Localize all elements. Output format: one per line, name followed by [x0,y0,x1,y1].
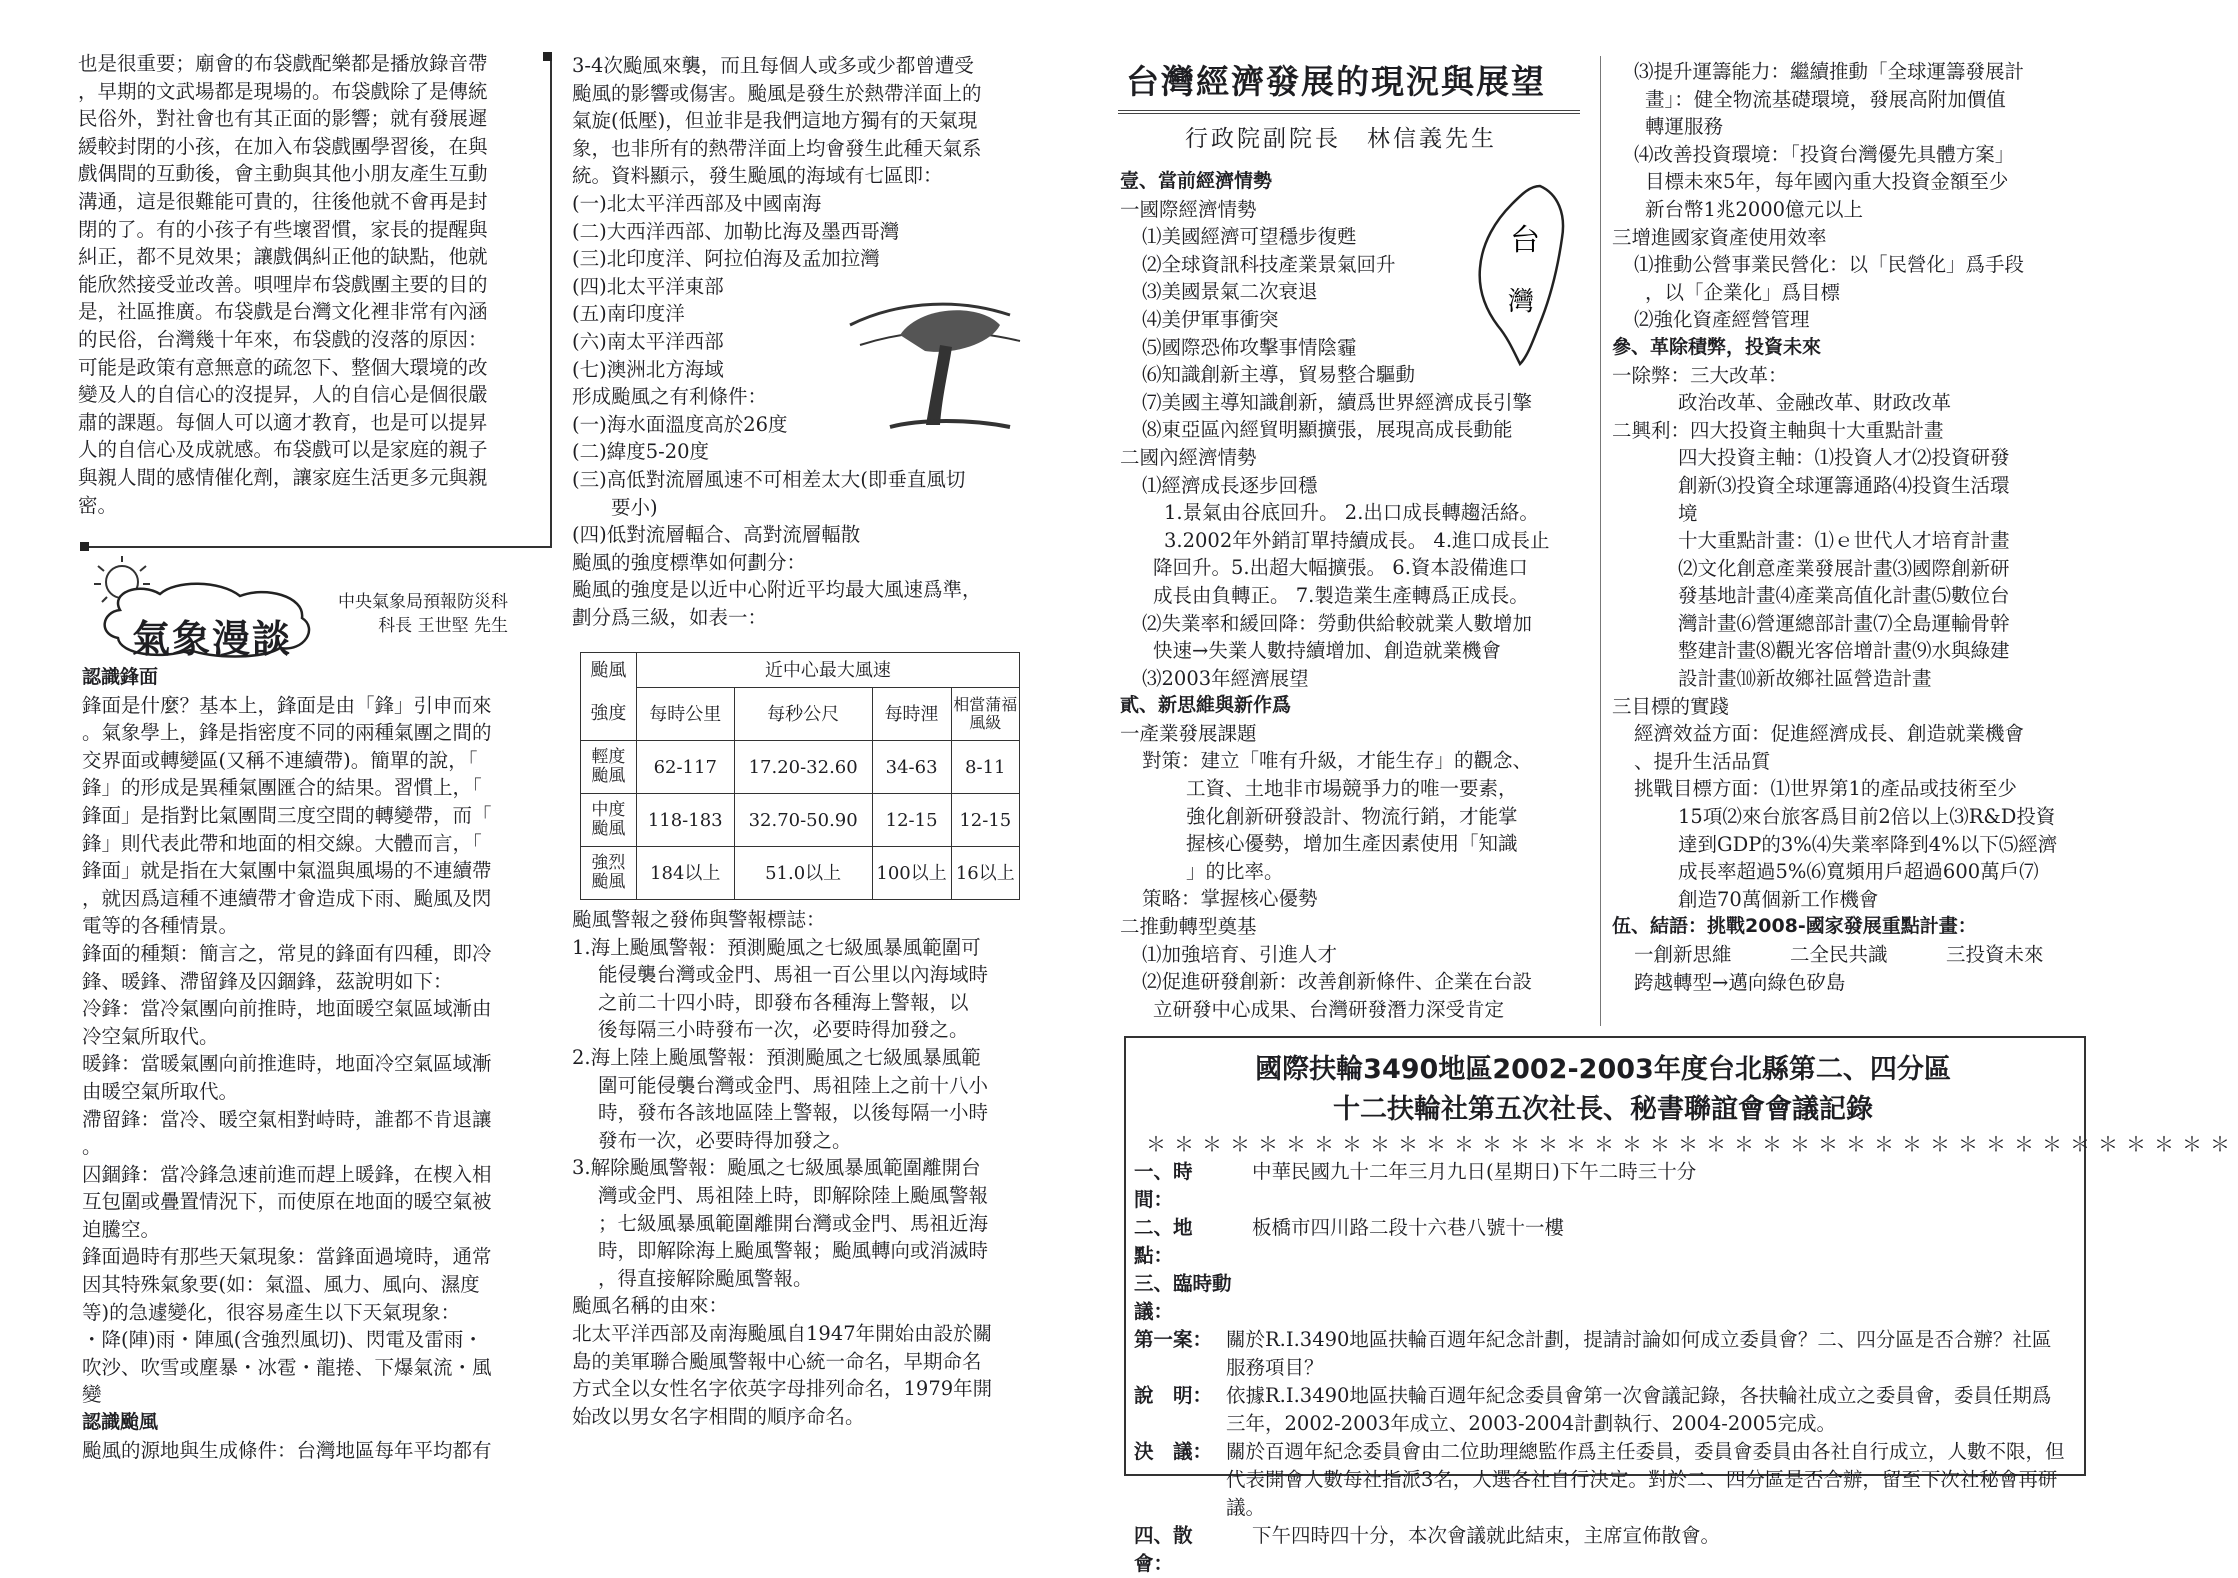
text-line: 發基地計畫⑷產業高值化計畫⑸數位台 [1678,584,2010,608]
meeting-row [1134,1158,2070,1214]
section-heading: 壹、當前經濟情勢 [1120,170,1273,192]
weather-article-col1 [82,664,552,1464]
text-line: ，就因爲這種不連續帶才會造成下雨、颱風及閃 [82,886,492,910]
text-line: 立研發中心成果、台灣研發潛力深受肯定 [1153,997,1505,1021]
text-line: ⑵文化創意產業發展計畫⑶國際創新研 [1678,556,2010,580]
text-line: 密。 [78,493,118,517]
text-line: 鋒面」是指對比氣團間三度空間的轉變帶，而「 [82,803,492,827]
meeting-row-text: 關於R.I.3490地區扶輪百週年紀念計劃，提請討論如何成立委員會？二、四分區是否合辦？社區服務項目？ [1226,1328,2052,1379]
text-line: 形成颱風之有利條件： [572,385,768,409]
text-line: 電等的各種情景。 [82,914,239,938]
text-line: 鋒面的種類：簡言之，常見的鋒面有四種，即冷 [82,941,492,965]
text-line: 2.海上陸上颱風警報：預測颱風之七級風暴風範 [572,1045,981,1069]
text-line: ⑹知識創新主導，貿易整合驅動 [1142,363,1416,387]
meeting-row-label: 決 議： [1134,1440,1213,1463]
section-heading: 參、革除積弊，投資未來 [1612,335,1822,358]
text-line: ⑴推動公營事業民營化：以「民營化」爲手段 [1634,253,2025,277]
meeting-content [1134,1158,2070,1578]
text-line: 創新⑶投資全球運籌通路⑷投資生活環 [1678,473,2010,497]
text-line: 發布一次，必要時得加發之。 [598,1128,852,1152]
meeting-row-text: 中華民國九十二年三月九日(星期日)下午二時三十分 [1252,1160,1697,1183]
text-line: 。氣象學上，鋒是指密度不同的兩種氣團之間的 [82,721,492,745]
text-line: ⑴經濟成長逐步回穩 [1142,473,1318,497]
meeting-row-label: 第一案： [1134,1328,1213,1351]
text-line: ⑵強化資產經營管理 [1634,308,1810,332]
section-heading: 貳、新思維與新作爲 [1120,694,1292,717]
text-line: (二)大西洋西部、加勒比海及墨西哥灣 [572,219,900,243]
star-divider: ＊＊＊＊＊＊＊＊＊＊＊＊＊＊＊＊＊＊＊＊＊＊＊＊＊＊＊＊＊＊＊＊＊＊＊＊＊＊＊ [1146,1132,2238,1156]
meeting-row-text: 關於百週年紀念委員會由二位助理總監作爲主任委員，委員會委員由各社自行成立，人數不限，但代表開會人數每社指派3名，人選各社自行決定。對於二、四分區是否合辦，留至下次社秘會再研議。 [1226,1440,2065,1519]
text-line: 」的比率。 [1186,859,1284,883]
text-line: ・降(陣)雨・陣風(含強烈風切)、閃電及雷雨・ [82,1328,483,1352]
economy-article-col1 [1120,168,1590,1023]
text-line: 快速→失業人數持續增加、創造就業機會 [1153,639,1501,663]
corner-square [80,542,89,551]
text-line: 整建計畫⑻觀光客倍增計畫⑼水與綠建 [1678,639,2010,663]
text-line: 閉的了。有的小孩子有些壞習慣，家長的提醒與 [78,217,488,241]
text-line: (四)北太平洋東部 [572,274,724,298]
text-line: ⑵全球資訊科技產業景氣回升 [1142,252,1396,276]
text-line: 颱風的強度標準如何劃分： [572,550,807,574]
meeting-row [1134,1270,2070,1326]
table-cell: 51.0以上 [734,847,872,900]
text-line: 三增進國家資產使用效率 [1612,225,1827,249]
meeting-row-text [1252,1270,2070,1326]
puppet-article-continued [78,50,548,519]
text-line: ⑶美國景氣二次衰退 [1142,280,1318,304]
table-cell: 12-15 [951,794,1019,847]
text-line: (二)緯度5-20度 [572,440,710,464]
text-line: 四大投資主軸：⑴投資人才⑵投資研發 [1678,446,2010,470]
corner-bottom: 強度 [581,688,637,741]
text-line: ⑷美伊軍事衝突 [1142,307,1279,331]
text-line: 轉運服務 [1645,115,1724,139]
col-header: 每時公里 [636,688,734,741]
meeting-row-text: 依據R.I.3490地區扶輪百週年紀念委員會第一次會議記錄，各扶輪社成立之委員會，委員任期爲三年，2002-2003年成立、2003-2004計劃執行、2004-2005完成。 [1226,1384,2052,1435]
text-line: ，早期的文武場都是現場的。布袋戲除了是傳統 [78,79,488,103]
text-line: 變及人的自信心的沒提昇，人的自信心是個很嚴 [78,383,488,407]
text-line: 與親人間的感情催化劑，讓家庭生活更多元與親 [78,465,488,489]
text-line: 15項⑵來台旅客爲目前2倍以上⑶R&D投資 [1678,805,2056,829]
meeting-row [1134,1438,2070,1522]
text-line: ⑻東亞區內經貿明顯擴張，展現高成長動能 [1142,418,1513,442]
text-line: ⑵失業率和緩回降：勞動供給較就業人數增加 [1142,611,1533,635]
text-line: 灣或金門、馬祖陸上時，即解除陸上颱風警報 [598,1183,989,1207]
row-header: 強烈颱風 [581,847,637,900]
text-line: 二推動轉型奠基 [1120,915,1257,939]
text-line: 時，即解除海上颱風警報；颱風轉向或消滅時 [598,1239,989,1263]
text-line: 設計畫⑽新故鄉社區營造計畫 [1678,667,1932,691]
table-cell: 184以上 [636,847,734,900]
section-divider [84,546,552,548]
text-line: 的民俗，台灣幾十年來，布袋戲的沒落的原因： [78,327,488,351]
text-line: (六)南太平洋西部 [572,329,724,353]
section-heading: 伍、結語：挑戰2008-國家發展重點計畫： [1612,915,1977,938]
table-cell: 16以上 [951,847,1019,900]
table-cell: 8-11 [951,741,1019,794]
text-line: 強化創新研發設計、物流行銷，才能掌 [1186,804,1518,828]
text-line: ；七級風暴風範圍離開台灣或金門、馬祖近海 [598,1211,989,1235]
text-line: 經濟效益方面：促進經濟成長、創造就業機會 [1634,722,2025,746]
text-line: 冷鋒：當冷氣團向前推時，地面暖空氣區域漸由 [82,997,492,1021]
text-line: 畫」：健全物流基礎環境，發展高附加價值 [1645,87,2006,111]
meeting-row-text: 板橋市四川路二段十六巷八號十一樓 [1252,1216,1565,1239]
table-cell: 12-15 [872,794,951,847]
wind-tree-icon [830,285,1030,435]
col-header: 每秒公尺 [734,688,872,741]
meeting-row-label: 四、散 會： [1134,1524,1232,1575]
text-line: 始改以男女名字相間的順序命名。 [572,1404,865,1428]
text-line: 三目標的實踐 [1612,694,1730,718]
text-line: 、提升生活品質 [1634,749,1771,773]
text-line: 策略：掌握核心優勢 [1142,887,1318,911]
text-line: (三)北印度洋、阿拉伯海及孟加拉灣 [572,247,880,271]
column-divider [1600,56,1601,1026]
text-line: 3.2002年外銷訂單持續成長。 4.進口成長止 [1164,528,1550,552]
table-cell: 62-117 [636,741,734,794]
weather-author [338,590,508,638]
group-header: 近中心最大風速 [636,653,1019,688]
map-label: 灣 [1508,287,1535,317]
text-line: 工資、土地非市場競爭力的唯一要素， [1186,777,1518,801]
text-line: 後每隔三小時發布一次，必要時得加發之。 [598,1018,969,1042]
text-line: 戲偶間的互動後，會主動與其他小朋友產生互動 [78,162,488,186]
text-line: 冷空氣所取代。 [82,1024,219,1048]
text-line: 握核心優勢，增加生產因素使用「知識 [1186,832,1518,856]
typhoon-article-bottom [572,906,1052,1430]
text-line: 挑戰目標方面：⑴世界第1的產品或技術至少 [1634,777,2017,801]
text-line: 1.海上颱風警報：預測颱風之七級風暴風範圍可 [572,935,981,959]
text-line: (四)低對流層輻合、高對流層輻散 [572,523,861,547]
text-line: ⑵促進研發創新：改善創新條件、企業在台設 [1142,970,1533,994]
meeting-row-label: 一、時 間： [1134,1160,1232,1211]
text-line: 吹沙、吹雪或塵暴・冰雹・龍捲、下爆氣流・風 [82,1355,492,1379]
text-line: ⑶提升運籌能力：繼續推動「全球運籌發展計 [1634,60,2025,83]
text-line: 能欣然接受並改善。唄哩岸布袋戲團主要的目的 [78,272,488,296]
text-line: 跨越轉型→邁向綠色矽島 [1634,970,1846,994]
text-line: ⑴美國經濟可望穩步復甦 [1142,225,1357,249]
text-line: 人的自信心及成就感。布袋戲可以是家庭的親子 [78,438,488,462]
text-line: 滯留鋒：當冷、暖空氣相對峙時，誰都不肯退讓 [82,1107,492,1131]
text-line: 方式全以女性名字依英字母排列命名，1979年開 [572,1377,993,1401]
meeting-row [1134,1214,2070,1270]
text-line: 溝通，這是很難能可貴的，往後他就不會再是封 [78,189,488,213]
text-line: 鋒面是什麼？基本上，鋒面是由「鋒」引申而來 [82,693,492,717]
map-label: 台 [1510,223,1540,258]
meeting-title [1124,1050,2082,1130]
text-line: 1.景氣由谷底回升。 2.出口成長轉趨活絡。 [1164,501,1539,525]
text-line: 颱風的源地與生成條件：台灣地區每年平均都有 [82,1438,492,1462]
text-line: 達到GDP的3%⑷失業率降到4%以下⑸經濟 [1678,832,2058,856]
text-line: 一創新思維 二全民共識 三投資未來 [1634,943,2044,966]
text-line: ⑶2003年經濟展望 [1142,666,1309,690]
text-line: 之前二十四小時，即發布各種海上警報，以 [598,990,969,1014]
text-line: 是，社區推廣。布袋戲是台灣文化裡非常有內涵 [78,300,488,324]
text-line: 北太平洋西部及南海颱風自1947年開始由設於關 [572,1321,993,1345]
text-line: 二國內經濟情勢 [1120,445,1257,469]
text-line: 島的美軍聯合颱風警報中心統一命名，早期命名 [572,1349,982,1373]
text-line: 交界面或轉變區(又稱不連續帶)。簡單的說，「 [82,748,478,772]
text-line: (五)南印度洋 [572,302,685,326]
meeting-row [1134,1382,2070,1438]
text-line: 由暖空氣所取代。 [82,1079,239,1103]
text-line: 颱風名稱的由來： [572,1294,729,1318]
article-title-box [1118,52,1580,114]
corner-top: 颱風 [581,653,637,688]
text-line: (七)澳洲北方海域 [572,357,724,381]
meeting-row-label: 說 明： [1134,1384,1213,1407]
text-line: 劃分爲三級，如表一： [572,605,768,629]
text-line: ，以「企業化」爲目標 [1645,280,1841,304]
text-line: 可能是政策有意無意的疏忽下、整個大環境的改 [78,355,488,379]
table-cell: 34-63 [872,741,951,794]
text-line: 降回升。5.出超大幅擴張。 6.資本設備進口 [1153,556,1528,580]
text-line: 能侵襲台灣或金門、馬祖一百公里以內海域時 [598,963,989,987]
text-line: 糾正，都不見效果；讓戲偶糾正他的缺點，他就 [78,245,488,269]
text-line: 變 [82,1383,102,1407]
table-cell: 32.70-50.90 [734,794,872,847]
text-line: ⑸國際恐佈攻擊事情陰霾 [1142,335,1357,359]
text-line: 緩較封閉的小孩，在加入布袋戲團學習後，在與 [78,134,488,158]
meeting-row [1134,1326,2070,1382]
text-line: 一國際經濟情勢 [1120,197,1257,221]
text-line: 統。資料顯示，發生颱風的海域有七區即： [572,164,943,188]
text-line: 3.解除颱風警報：颱風之七級風暴風範圍離開台 [572,1156,981,1180]
text-line: 。 [82,1135,102,1159]
text-line: ⑷改善投資環境：「投資台灣優先具體方案」 [1634,142,2015,166]
text-line: ，得直接解除颱風警報。 [598,1266,813,1290]
section-heading: 認識鋒面 [82,666,159,688]
meeting-row [1134,1522,2070,1578]
table-row [581,741,1020,794]
text-line: 民俗外，對社會也有其正面的影響；就有發展遲 [78,107,488,131]
meeting-row-label: 三、臨時動議： [1134,1272,1232,1323]
article-byline: 行政院副院長 林信義先生 [1185,126,1497,152]
text-line: 灣計畫⑹營運總部計畫⑺全島運輸骨幹 [1678,611,2010,635]
corner-square [543,52,552,61]
text-line: 成長率超過5%⑹寬頻用戶超過600萬戶⑺ [1678,860,2039,884]
text-line: 因其特殊氣象要(如：氣溫、風力、風向、濕度 [82,1273,480,1297]
text-line: 迫騰空。 [82,1217,161,1241]
article-title: 台灣經濟發展的現況與展望 [1126,62,1546,101]
text-line: 3-4次颱風來襲，而且每個人或多或少都曾遭受 [572,54,974,77]
text-line: 互包圍或疊置情況下，而使原在地面的暖空氣被 [82,1190,492,1214]
text-line: (一)北太平洋西部及中國南海 [572,191,822,215]
text-line: 等)的急遽變化，很容易產生以下天氣現象： [82,1300,461,1324]
text-line: 鋒」則代表此帶和地面的相交線。大體而言，「 [82,831,482,855]
row-header: 輕度颱風 [581,741,637,794]
text-line: 要小) [572,495,658,519]
table-cell: 17.20-32.60 [734,741,872,794]
text-line: 鋒、暖鋒、滯留鋒及囚錮鋒，茲說明如下： [82,969,453,993]
typhoon-intensity-table [580,652,1020,900]
text-line: 颱風的影響或傷害。颱風是發生於熱帶洋面上的 [572,81,982,105]
text-line: 氣旋(低壓)，但並非是我們這地方獨有的天氣現 [572,109,978,133]
text-line: ⑴加強培育、引進人才 [1142,942,1338,966]
text-line: (三)高低對流層風速不可相差太大(即垂直風切 [572,467,966,491]
text-line: 颱風的強度是以近中心附近平均最大風速爲準， [572,578,982,602]
text-line: 十大重點計畫：⑴ｅ世代人才培育計畫 [1678,529,2010,553]
text-line: 一產業發展課題 [1120,721,1257,745]
economy-article-col2 [1612,58,2082,996]
col-header: 每時浬 [872,688,951,741]
text-line: 目標未來5年，每年國內重大投資金額至少 [1645,170,2009,194]
text-line: 政治改革、金融改革、財政改革 [1678,391,1952,415]
text-line: 圍可能侵襲台灣或金門、馬祖陸上之前十八小 [598,1073,989,1097]
text-line: 囚錮鋒：當冷鋒急速前進而趕上暖鋒，在楔入相 [82,1162,492,1186]
table-row [581,847,1020,900]
text-line: ⑺美國主導知識創新，續爲世界經濟成長引擎 [1142,390,1533,414]
text-line: 象，也非所有的熱帶洋面上均會發生此種天氣系 [572,136,982,160]
meeting-title-line1: 國際扶輪3490地區2002-2003年度台北縣第二、四分區 [1255,1054,1951,1085]
text-line: 鋒面」就是指在大氣團中氣溫與風場的不連續帶 [82,859,492,883]
meeting-row-text: 下午四時四十分，本次會議就此結束，主席宣佈散會。 [1252,1524,1721,1547]
text-line: 肅的課題。每個人可以適才教育，也是可以提昇 [78,410,488,434]
text-line: 境 [1678,501,1698,525]
text-line: 對策：建立「唯有升級，才能生存」的觀念、 [1142,749,1533,773]
section-heading: 認識颱風 [82,1411,159,1434]
text-line: 成長由負轉正。 7.製造業生產轉爲正成長。 [1153,583,1529,607]
text-line: 時，發布各該地區陸上警報，以後每隔一小時 [598,1101,989,1125]
table-cell: 118-183 [636,794,734,847]
text-line: 二興利：四大投資主軸與十大重點計畫 [1612,418,1944,442]
text-line: 鋒」的形成是異種氣團匯合的結果。習慣上，「 [82,776,482,800]
text-line: 一除弊：三大改革： [1612,363,1788,387]
text-line: 鋒面過時有那些天氣現象：當鋒面過境時，通常 [82,1245,492,1269]
text-line: 暖鋒：當暖氣團向前推進時，地面冷空氣區域漸 [82,1052,492,1076]
text-line: 颱風警報之發佈與警報標誌： [572,908,826,931]
table-row [581,794,1020,847]
text-line: (一)海水面溫度高於26度 [572,412,788,436]
col-header: 相當蒲福風級 [951,688,1019,741]
meeting-title-line2: 十二扶輪社第五次社長、秘書聯誼會會議記錄 [1333,1094,1873,1125]
weather-column-title: 氣象漫談 [132,617,293,661]
text-line: 也是很重要；廟會的布袋戲配樂都是播放錄音帶 [78,52,488,75]
column-divider [550,56,552,546]
row-header: 中度颱風 [581,794,637,847]
table-cell: 100以上 [872,847,951,900]
text-line: 新台幣1兆2000億元以上 [1645,197,1864,221]
author-title: 中央氣象局預報防災科 [338,592,508,612]
author-name: 科長 王世堅 先生 [378,616,508,636]
weather-column-header [80,552,550,662]
meeting-row-label: 二、地 點： [1134,1216,1232,1267]
text-line: 創造70萬個新工作機會 [1678,887,1879,911]
